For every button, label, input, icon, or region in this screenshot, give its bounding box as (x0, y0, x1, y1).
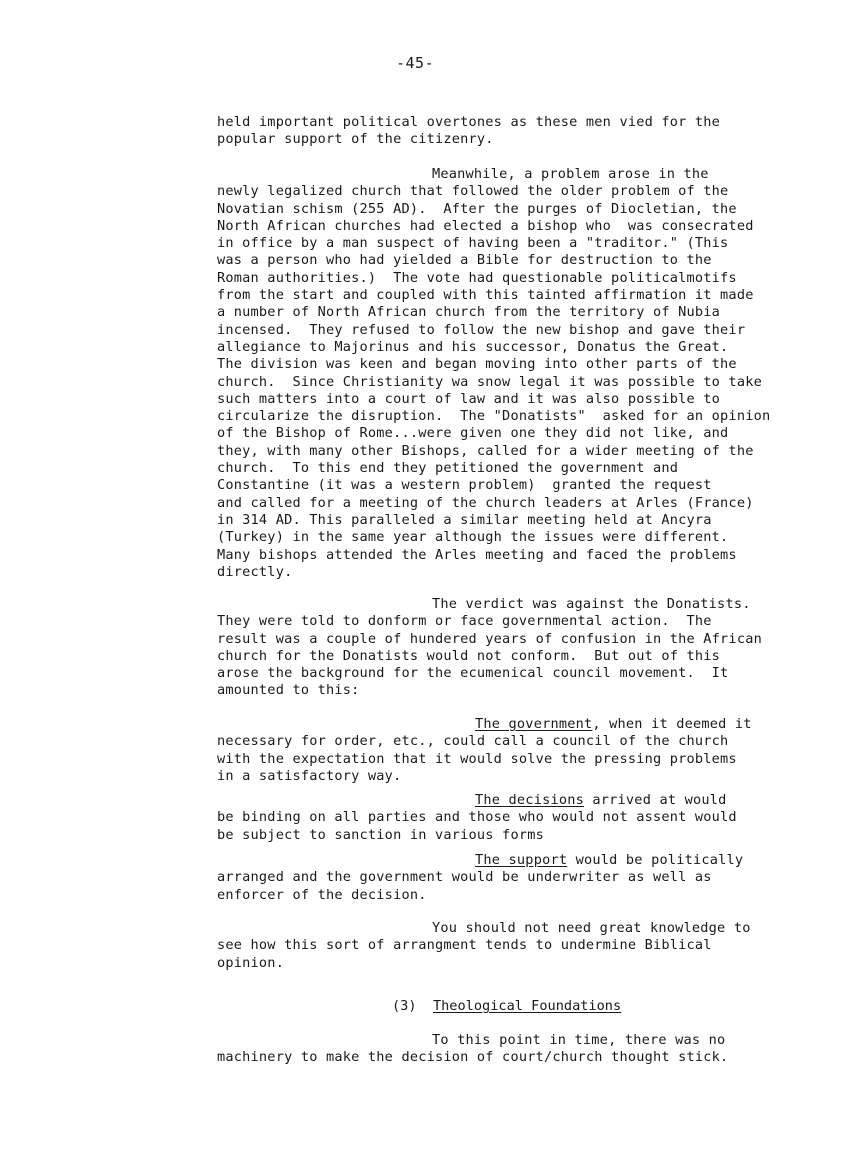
text-line: was a person who had yielded a Bible for destruction to the (217, 252, 712, 269)
text-line: amounted to this: (217, 682, 360, 699)
text-line: Many bishops attended the Arles meeting and faced the problems (217, 546, 737, 563)
paragraph-verdict (217, 596, 817, 700)
page-number: -45- (396, 54, 435, 72)
text-line: necessary for order, etc., could call a council of the church (217, 733, 729, 750)
text-line: popular support of the citizenry. (217, 131, 494, 148)
text-line: They were told to donform or face governmental action. The (217, 613, 712, 630)
text-line (217, 792, 817, 809)
text-line: You should not need great knowledge to (432, 920, 751, 936)
text-line: allegiance to Majorinus and his successor, Donatus the Great. (217, 338, 729, 355)
text-line: with the expectation that it would solve the pressing problems (217, 750, 737, 767)
text-line: The division was keen and began moving into other parts of the (217, 356, 737, 373)
text-line: in a satisfactory way. (217, 767, 402, 784)
text-line (217, 716, 817, 733)
text-line: see how this sort of arrangment tends to undermine Biblical (217, 937, 712, 954)
text-line: arranged and the government would be underwriter as well as (217, 869, 712, 886)
text-line: directly. (217, 563, 293, 580)
paragraph-knowledge (217, 920, 817, 972)
text-line: held important political overtones as these men vied for the (217, 114, 721, 130)
text-line: in 314 AD. This paralleled a similar meeting held at Ancyra (217, 511, 712, 528)
text-line: enforcer of the decision. (217, 886, 427, 903)
text-line: opinion. (217, 954, 285, 971)
section-title: Theological Foundations (432, 998, 622, 1014)
text-line: they, with many other Bishops, called for a wider meeting of the (217, 442, 754, 459)
text-line: Meanwhile, a problem arose in the (432, 166, 709, 182)
section-number: (3) (392, 998, 417, 1014)
text-line: The verdict was against the Donatists. (432, 596, 751, 612)
point-decisions (217, 792, 817, 844)
paragraph-intro (217, 114, 817, 149)
text-line: newly legalized church that followed the older problem of the (217, 183, 729, 200)
text-fragment: would be politically (567, 852, 744, 868)
point-support (217, 852, 817, 904)
text-line (217, 852, 817, 869)
text-line: Novatian schism (255 AD). After the purges of Diocletian, the (217, 200, 737, 217)
text-line: from the start and coupled with this tainted affirmation it made (217, 287, 754, 304)
paragraph-final (217, 1032, 817, 1067)
text-line: North African churches had elected a bishop who was consecrated (217, 217, 754, 234)
text-line: circularize the disruption. The "Donatists" asked for an opinion (217, 408, 771, 425)
text-line: arose the background for the ecumenical council movement. It (217, 665, 729, 682)
paragraph-meanwhile (217, 166, 817, 581)
text-fragment: , when it deemed it (592, 716, 752, 732)
underlined-term: The decisions (475, 792, 584, 808)
text-line: To this point in time, there was no (432, 1032, 726, 1048)
text-line: a number of North African church from the territory of Nubia (217, 304, 721, 321)
section-heading (392, 998, 621, 1014)
text-line: result was a couple of hundered years of confusion in the African (217, 630, 762, 647)
text-line: such matters into a court of law and it was also possible to (217, 390, 721, 407)
text-line: Roman authorities.) The vote had questionable politicalmotifs (217, 269, 737, 286)
text-line: incensed. They refused to follow the new bishop and gave their (217, 321, 746, 338)
text-fragment: arrived at would (584, 792, 727, 808)
text-line: machinery to make the decision of court/church thought stick. (217, 1049, 729, 1066)
underlined-term: The government (475, 716, 593, 732)
text-line: church. Since Christianity wa snow legal it was possible to take (217, 373, 762, 390)
text-line: be binding on all parties and those who would not assent would (217, 809, 737, 826)
text-line: church. To this end they petitioned the government and (217, 460, 679, 477)
text-line: (Turkey) in the same year although the issues were different. (217, 529, 729, 546)
text-line: in office by a man suspect of having been a "traditor." (This (217, 235, 729, 252)
text-line: church for the Donatists would not conform. But out of this (217, 647, 721, 664)
point-government (217, 716, 817, 785)
text-line: and called for a meeting of the church leaders at Arles (France) (217, 494, 754, 511)
text-line: be subject to sanction in various forms (217, 826, 544, 843)
text-line: Constantine (it was a western problem) granted the request (217, 477, 712, 494)
underlined-term: The support (475, 852, 568, 868)
text-line: of the Bishop of Rome...were given one they did not like, and (217, 425, 729, 442)
